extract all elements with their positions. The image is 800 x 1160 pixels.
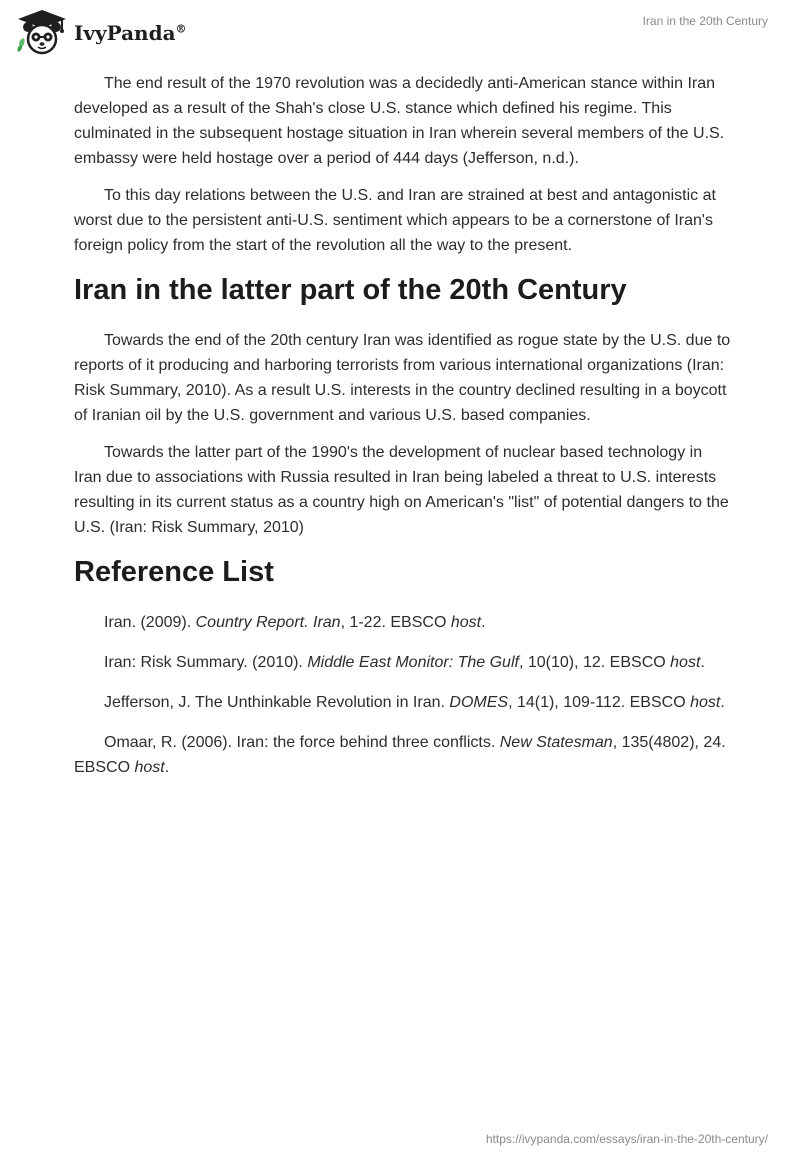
reference-item: Iran: Risk Summary. (2010). Middle East Monitor: The Gulf, 10(10), 12. EBSCO host. — [104, 654, 705, 671]
source-url-link[interactable]: https://ivypanda.com/essays/iran-in-the-20th-century/ — [485, 1132, 768, 1146]
references-heading: Reference List — [74, 556, 274, 588]
page-header — [0, 0, 800, 60]
reference-item: Iran. (2009). Country Report. Iran, 1-22. EBSCO host. — [104, 614, 486, 631]
panda-logo-icon — [14, 8, 70, 56]
brand-name: IvyPanda® — [74, 21, 187, 45]
reference-list — [74, 610, 734, 780]
essay-content — [74, 71, 734, 795]
paragraph: The end result of the 1970 revolution was a decidedly anti-American stance within Iran developed as a result of the Shah's close U.S. stance which defined his regime. This culminated in the subsequent hostage situation in Iran wherein several members of the U.S. embassy were held hostage over a period of 444 days (Jefferson, n.d.). — [74, 75, 725, 167]
reference-item: Omaar, R. (2006). Iran: the force behind three conflicts. New Statesman, 135(4802), 24. EBSCO host. — [74, 734, 726, 776]
reference-item: Jefferson, J. The Unthinkable Revolution in Iran. DOMES, 14(1), 109-112. EBSCO host. — [104, 694, 725, 711]
document-title: Iran in the 20th Century — [642, 14, 768, 28]
paragraph: Towards the latter part of the 1990's the development of nuclear based technology in Iran due to associations with Russia resulted in Iran being labeled a threat to U.S. interests resulting in its current status as a country high on American's "list" of potential dangers to the U.S. (Iran: Risk Summary, 2010) — [74, 444, 729, 536]
brand-logo[interactable] — [14, 8, 187, 56]
section-heading: Iran in the latter part of the 20th Century — [74, 274, 627, 306]
paragraph: Towards the end of the 20th century Iran was identified as rogue state by the U.S. due to reports of it producing and harboring terrorists from various international organizations (Iran: Risk Summary, 2010). As a result U.S. interests in the country declined resulting in a boycott of Iranian oil by the U.S. government and various U.S. based companies. — [74, 332, 731, 424]
paragraph: To this day relations between the U.S. and Iran are strained at best and antagonistic at worst due to the persistent anti-U.S. sentiment which appears to be a cornerstone of Iran's foreign policy from the start of the revolution all the way to the present. — [74, 187, 716, 254]
